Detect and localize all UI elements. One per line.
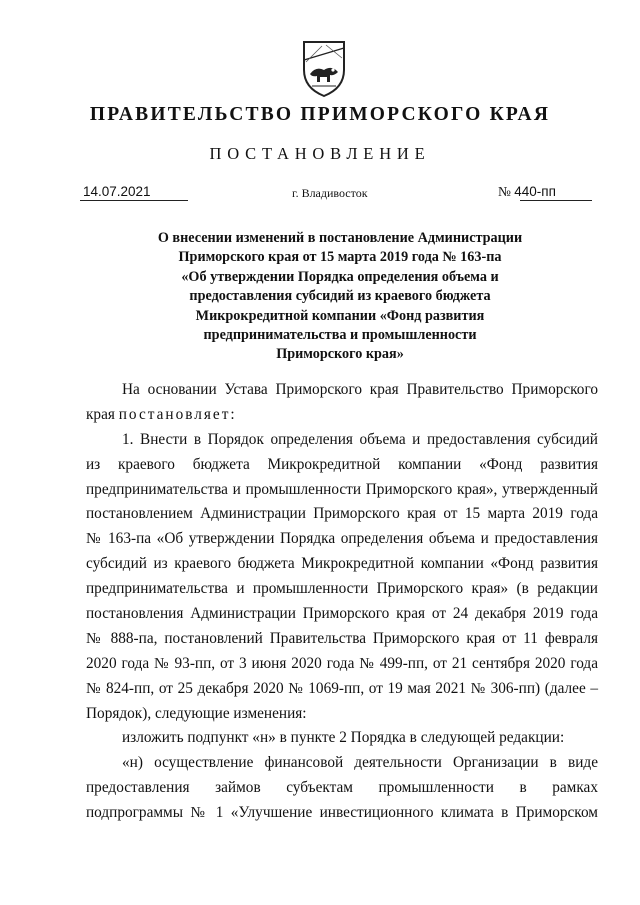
number-label: № bbox=[498, 184, 511, 199]
heading-line: Приморского края» bbox=[276, 346, 404, 363]
document-type: ПОСТАНОВЛЕНИЕ bbox=[209, 144, 431, 163]
document-body bbox=[86, 378, 598, 826]
document-city: г. Владивосток bbox=[292, 186, 368, 200]
body-text: : bbox=[230, 405, 235, 423]
body-line: субсидий из краевого бюджета Микрокредитной компании «Фонд развития bbox=[86, 555, 598, 573]
body-line: № 163-па «Об утверждении Порядка определения объема и предоставления bbox=[86, 530, 598, 548]
heading-line: О внесении изменений в постановление Администрации bbox=[157, 230, 523, 246]
body-line: 1. Внести в Порядок определения объема и предоставления субсидий bbox=[122, 430, 598, 448]
body-line: изложить подпункт «н» в пункте 2 Порядка в следующей редакции: bbox=[122, 729, 565, 747]
number-underline bbox=[520, 200, 592, 201]
body-line: № 824-пп, от 25 декабря 2020 № 1069-пп, от 19 мая 2021 № 306-пп) (далее – bbox=[86, 679, 598, 697]
body-line: № 888-па, постановлений Правительства Приморского края от 11 февраля bbox=[86, 629, 598, 647]
body-line: «н) осуществление финансовой деятельности Организации в виде bbox=[122, 754, 598, 772]
document-date: 14.07.2021 bbox=[83, 184, 151, 199]
date-underline bbox=[80, 200, 188, 201]
body-line: из краевого бюджета Микрокредитной компании «Фонд развития bbox=[86, 455, 598, 473]
body-line bbox=[86, 403, 598, 428]
government-title: ПРАВИТЕЛЬСТВО ПРИМОРСКОГО КРАЯ bbox=[89, 104, 551, 125]
number-value: 440-пп bbox=[514, 184, 556, 199]
body-text: края bbox=[86, 405, 119, 423]
document-heading bbox=[120, 229, 560, 365]
body-line: Порядок), следующие изменения: bbox=[86, 704, 307, 722]
document-number bbox=[498, 184, 556, 200]
body-line: подпрограммы № 1 «Улучшение инвестиционного климата в Приморском bbox=[86, 804, 598, 822]
body-line: постановления Администрации Приморского края от 24 декабря 2019 года bbox=[86, 605, 598, 623]
body-line: 2020 года № 93-пп, от 3 июня 2020 года № 499-пп, от 21 сентября 2020 года bbox=[86, 654, 598, 672]
heading-line: Приморского края от 15 марта 2019 года № 163-па bbox=[178, 249, 502, 266]
heading-line: предпринимательства и промышленности bbox=[203, 327, 477, 344]
heading-line: Микрокредитной компании «Фонд развития bbox=[195, 307, 485, 324]
body-line: предоставления займов субъектам промышленности в рамках bbox=[86, 779, 598, 797]
body-line: предпринимательства и промышленности Приморского края», утвержденный bbox=[86, 480, 598, 498]
heading-line: предоставления субсидий из краевого бюджета bbox=[189, 288, 491, 305]
decree-keyword: постановляет bbox=[118, 405, 231, 423]
body-line: предпринимательства и промышленности Приморского края» (в редакции bbox=[86, 580, 598, 598]
heading-line: «Об утверждении Порядка определения объема и bbox=[181, 268, 499, 285]
body-line: На основании Устава Приморского края Правительство Приморского bbox=[122, 381, 598, 398]
body-line: постановлением Администрации Приморского края от 15 марта 2019 года bbox=[86, 505, 598, 523]
coat-of-arms-icon bbox=[300, 40, 348, 98]
